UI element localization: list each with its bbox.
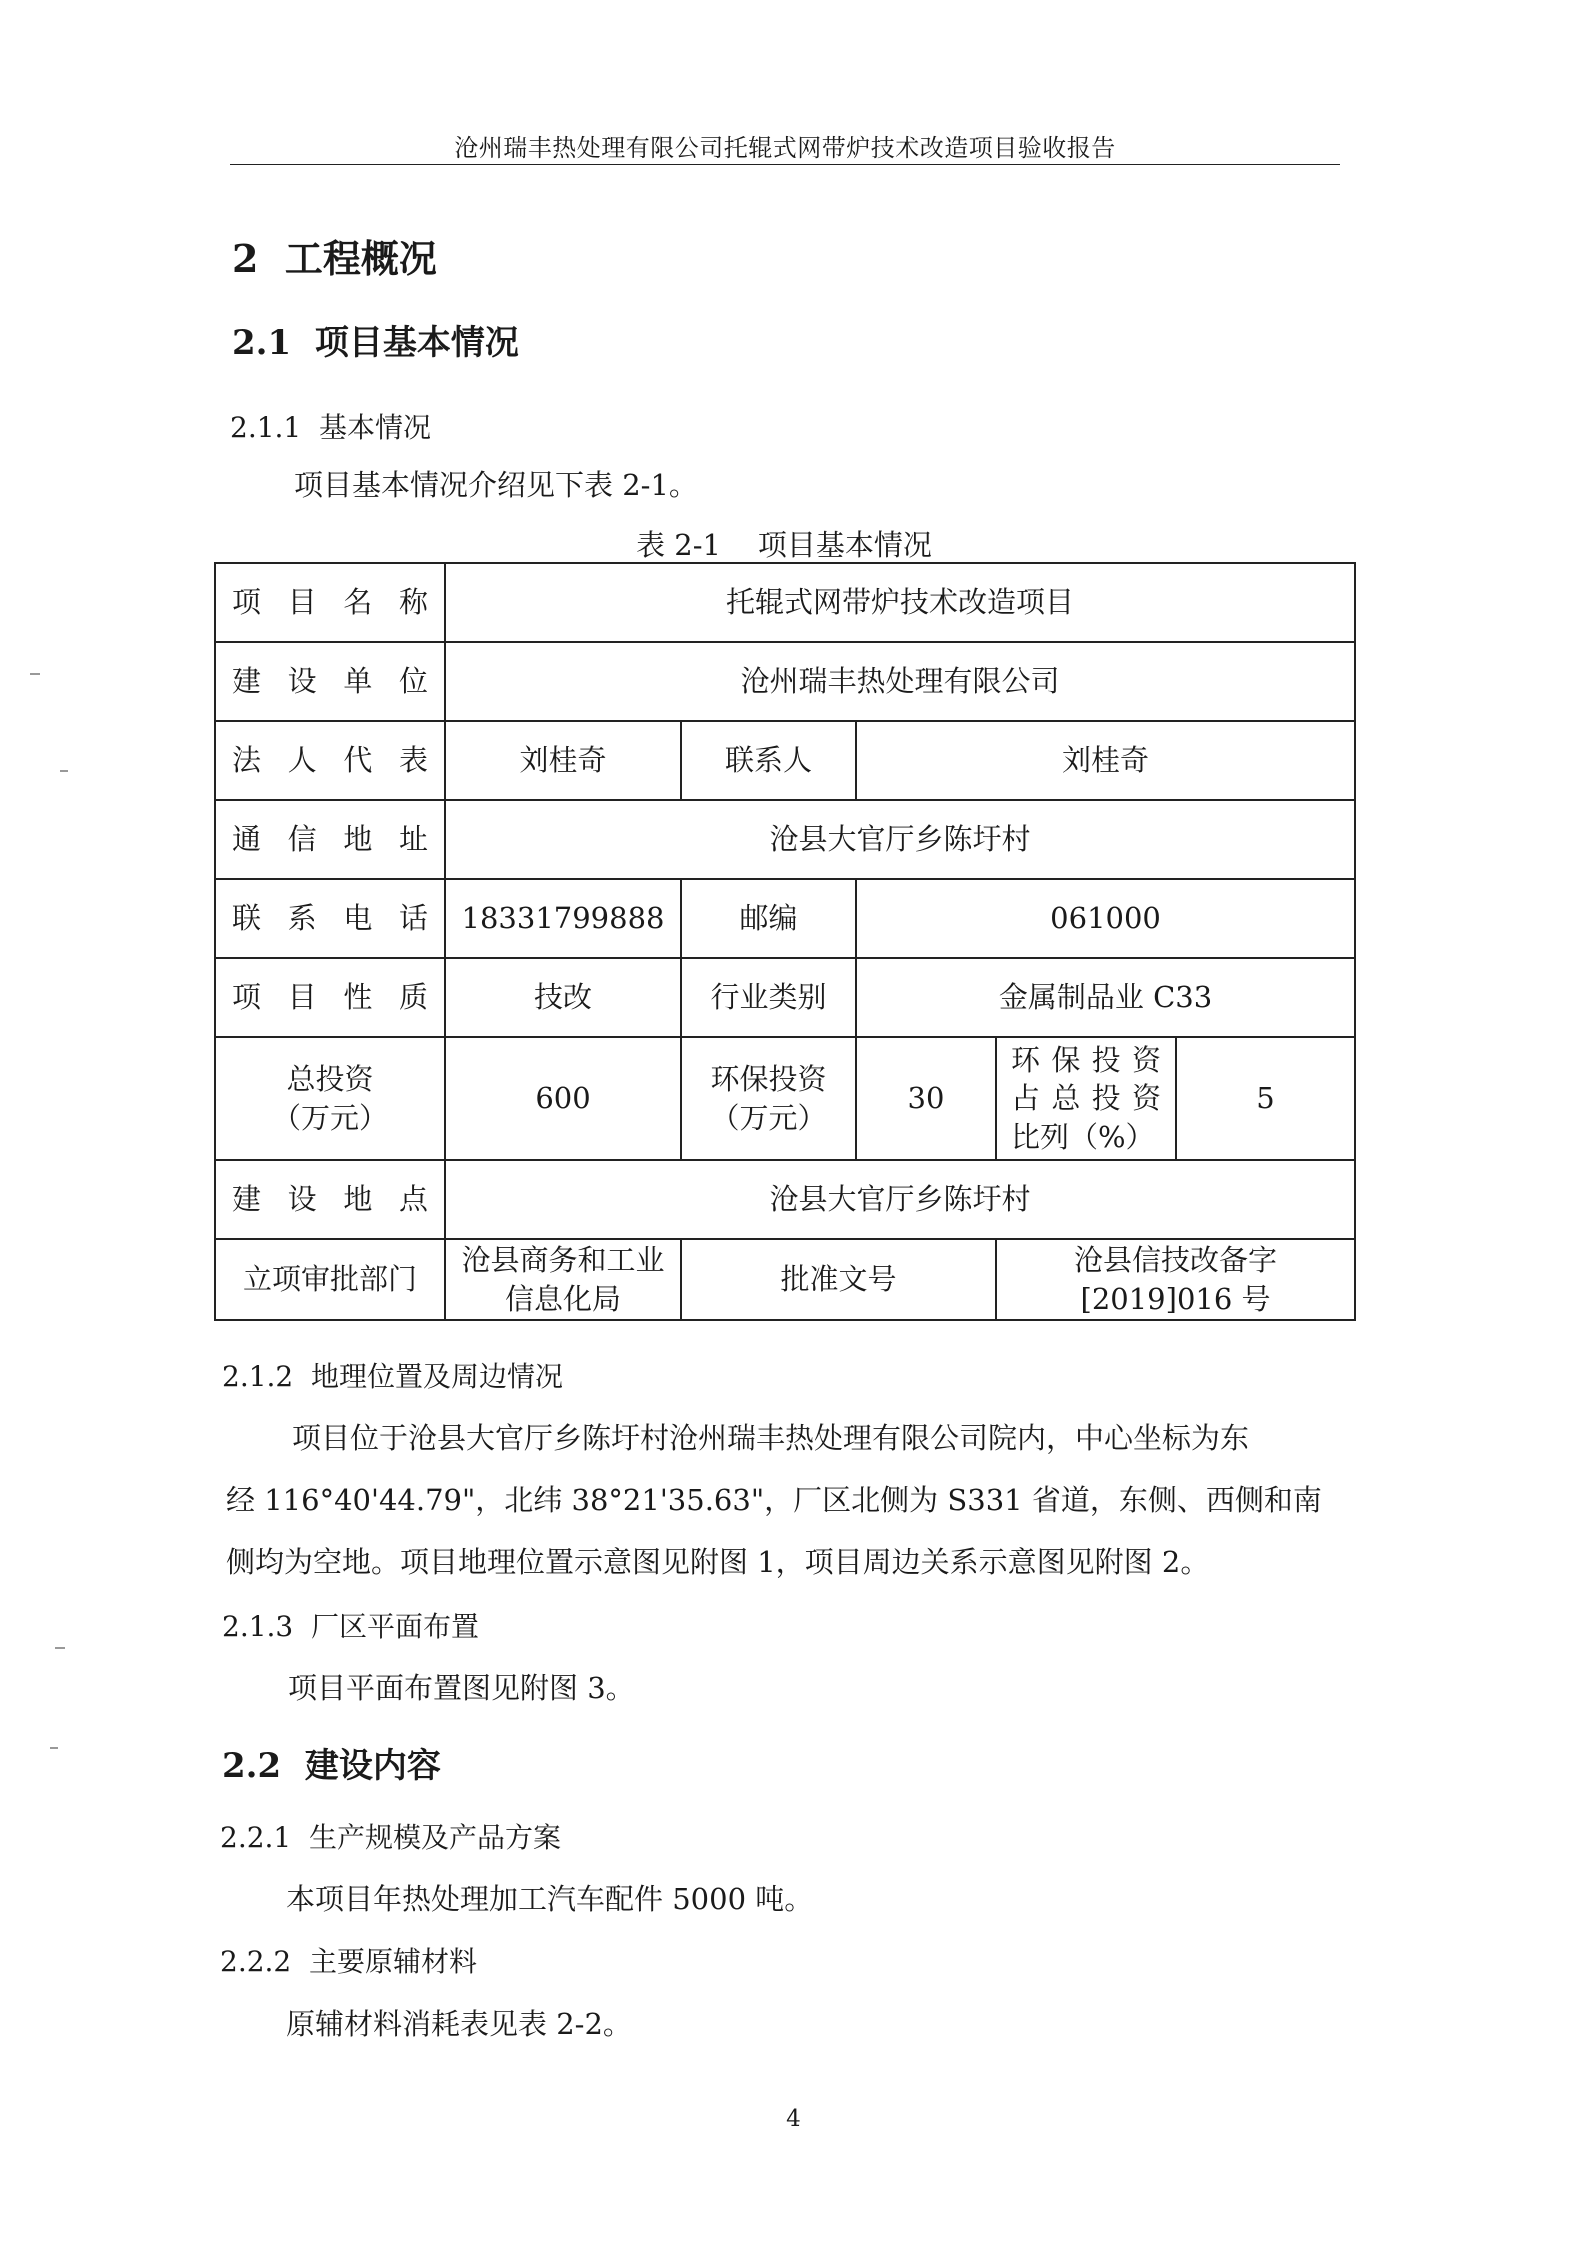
table-label-line: 环保投资: [710, 1062, 827, 1097]
table-label: 项目名称: [215, 563, 445, 642]
table-value: 沧县大官厅乡陈圩村: [445, 1160, 1355, 1239]
running-header: 沧州瑞丰热处理有限公司托辊式网带炉技术改造项目验收报告: [454, 134, 1116, 162]
scan-mark: [55, 1647, 65, 1649]
paragraph-2-1-2-line: 项目位于沧县大官厅乡陈圩村沧州瑞丰热处理有限公司院内，中心坐标为东: [292, 1421, 1250, 1455]
table-label: 批准文号: [681, 1239, 996, 1320]
table-label: 法人代表: [215, 721, 445, 800]
table-label: 建设单位: [215, 642, 445, 721]
subsection-title-2-1-3: 2.1.3 厂区平面布置: [222, 1610, 480, 1643]
table-label: 项目性质: [215, 958, 445, 1037]
table-value-line: 沧县商务和工业: [461, 1243, 665, 1278]
table-row: [215, 642, 1355, 721]
paragraph-2-2-1: 本项目年热处理加工汽车配件 5000 吨。: [286, 1882, 814, 1916]
table-label-line: 占总投资: [1011, 1081, 1161, 1116]
table-label-line: （万元）: [271, 1100, 388, 1135]
table-label-line: 总投资: [286, 1062, 374, 1097]
table-value: 沧州瑞丰热处理有限公司: [445, 642, 1355, 721]
subsection-title-2-2-2: 2.2.2 主要原辅材料: [220, 1945, 478, 1978]
table-row: [215, 563, 1355, 642]
header-rule: [230, 164, 1340, 165]
table-caption: 表 2-1 项目基本情况: [636, 528, 932, 562]
table-value-line: 沧县信技改备字: [1074, 1243, 1278, 1278]
table-label: [996, 1037, 1176, 1160]
table-value: 18331799888: [445, 879, 681, 958]
table-value: [996, 1239, 1355, 1320]
section-title-2-1: 2.1 项目基本情况: [232, 323, 519, 363]
paragraph-2-2-2: 原辅材料消耗表见表 2-2。: [286, 2007, 632, 2041]
scan-mark: [50, 1747, 58, 1749]
table-value: 技改: [445, 958, 681, 1037]
subsection-title-2-2-1: 2.2.1 生产规模及产品方案: [220, 1821, 562, 1854]
table-value: 刘桂奇: [445, 721, 681, 800]
table-label: [681, 1037, 856, 1160]
table-row: [215, 721, 1355, 800]
table-label: [215, 1037, 445, 1160]
table-label: 邮编: [681, 879, 856, 958]
table-row: [215, 1239, 1355, 1320]
table-row: [215, 958, 1355, 1037]
table-value: 061000: [856, 879, 1355, 958]
paragraph-2-1-1: 项目基本情况介绍见下表 2-1。: [294, 468, 698, 502]
table-row: [215, 800, 1355, 879]
table-label-line: 比列（%）: [1011, 1119, 1155, 1154]
project-info-table: [214, 562, 1356, 1321]
table-label: 建设地点: [215, 1160, 445, 1239]
table-label: 联系人: [681, 721, 856, 800]
section-title-2-2: 2.2 建设内容: [222, 1746, 441, 1786]
table-label: 联系电话: [215, 879, 445, 958]
paragraph-2-1-2-line: 侧均为空地。项目地理位置示意图见附图 1，项目周边关系示意图见附图 2。: [226, 1545, 1210, 1579]
page-number: 4: [786, 2106, 801, 2132]
section-title-2: 2 工程概况: [232, 236, 437, 281]
table-label-line: 环保投资: [1011, 1043, 1161, 1078]
scan-mark: [60, 770, 68, 772]
table-row: [215, 1160, 1355, 1239]
table-value: 5: [1176, 1037, 1355, 1160]
subsection-title-2-1-1: 2.1.1 基本情况: [230, 411, 432, 444]
table-value-line: 信息化局: [504, 1281, 621, 1316]
table-label: 立项审批部门: [215, 1239, 445, 1320]
scan-mark: [30, 673, 40, 675]
table-row: [215, 1037, 1355, 1160]
table-value: 刘桂奇: [856, 721, 1355, 800]
table-value: 600: [445, 1037, 681, 1160]
table-label: 通信地址: [215, 800, 445, 879]
table-row: [215, 879, 1355, 958]
table-label-line: （万元）: [710, 1100, 827, 1135]
table-value: 金属制品业 C33: [856, 958, 1355, 1037]
table-value: 沧县大官厅乡陈圩村: [445, 800, 1355, 879]
paragraph-2-1-3: 项目平面布置图见附图 3。: [288, 1671, 635, 1705]
paragraph-2-1-2-line: 经 116°40'44.79"，北纬 38°21'35.63"，厂区北侧为 S331 省道，东侧、西侧和南: [226, 1483, 1322, 1517]
table-value: 30: [856, 1037, 996, 1160]
table-value: [445, 1239, 681, 1320]
table-label: 行业类别: [681, 958, 856, 1037]
subsection-title-2-1-2: 2.1.2 地理位置及周边情况: [222, 1360, 564, 1393]
table-value: 托辊式网带炉技术改造项目: [445, 563, 1355, 642]
table-value-line: [2019]016 号: [1080, 1281, 1271, 1316]
